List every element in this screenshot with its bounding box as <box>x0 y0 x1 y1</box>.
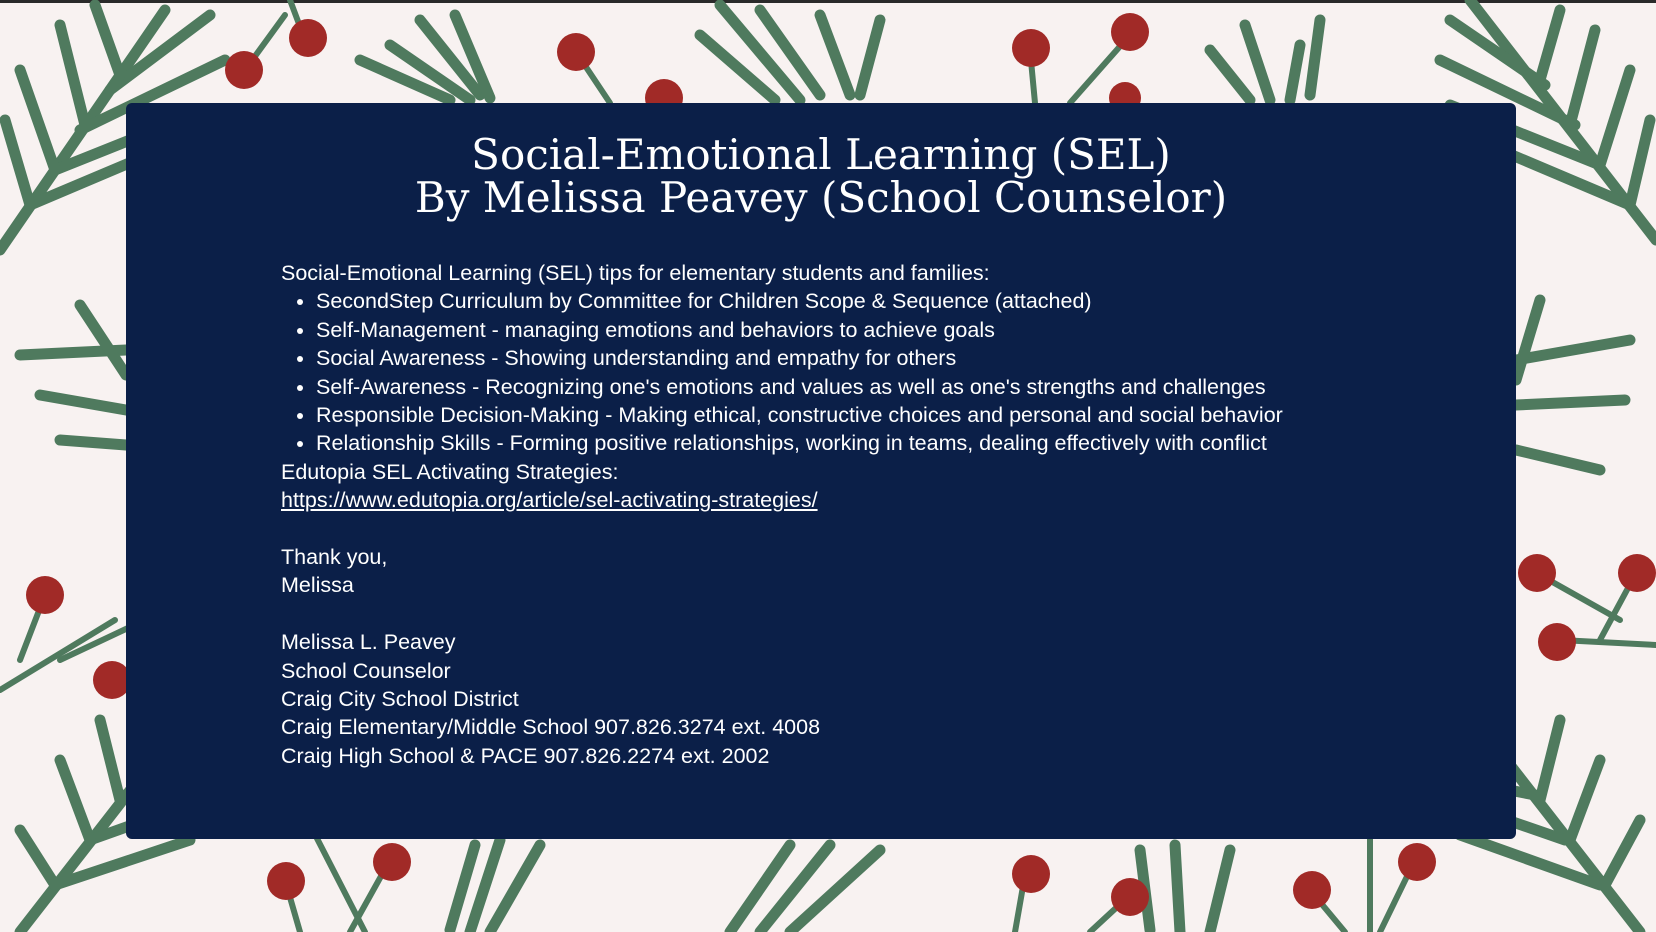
list-item: • Responsible Decision-Making - Making ethical, constructive choices and personal and social behavior <box>316 401 1481 429</box>
list-item: • Self-Awareness - Recognizing one's emotions and values as well as one's strengths and challenges <box>316 373 1481 401</box>
list-item: • SecondStep Curriculum by Committee for Children Scope & Sequence (attached) <box>316 287 1481 315</box>
content-card <box>126 103 1516 839</box>
slide-body <box>281 259 1481 770</box>
signature-phone-elementary: Craig Elementary/Middle School 907.826.3274 ext. 4008 <box>281 715 821 740</box>
signature-name: Melissa L. Peavey <box>281 630 456 655</box>
slide-title <box>126 130 1516 222</box>
signature-title: School Counselor <box>281 658 451 683</box>
list-item: • Social Awareness - Showing understanding and empathy for others <box>316 344 1481 372</box>
sel-tips-list <box>281 287 1481 457</box>
signature-phone-high-school: Craig High School & PACE 907.826.2274 ext. 2002 <box>281 743 770 768</box>
edutopia-link[interactable]: https://www.edutopia.org/article/sel-activating-strategies/ <box>281 488 818 513</box>
closing-text: Thank you, <box>281 545 388 570</box>
title-line-1: Social-Emotional Learning (SEL) <box>471 130 1171 179</box>
spacer <box>281 600 1481 628</box>
spacer <box>281 515 1481 543</box>
list-item: • Self-Management - managing emotions and behaviors to achieve goals <box>316 316 1481 344</box>
title-line-2: By Melissa Peavey (School Counselor) <box>414 173 1228 222</box>
signature-district: Craig City School District <box>281 687 519 712</box>
list-item: • Relationship Skills - Forming positive relationships, working in teams, dealing effectively with conflict <box>316 429 1481 457</box>
edutopia-label: Edutopia SEL Activating Strategies: <box>281 459 619 484</box>
intro-text: Social-Emotional Learning (SEL) tips for elementary students and families: <box>281 261 990 285</box>
closing-name: Melissa <box>281 573 354 598</box>
